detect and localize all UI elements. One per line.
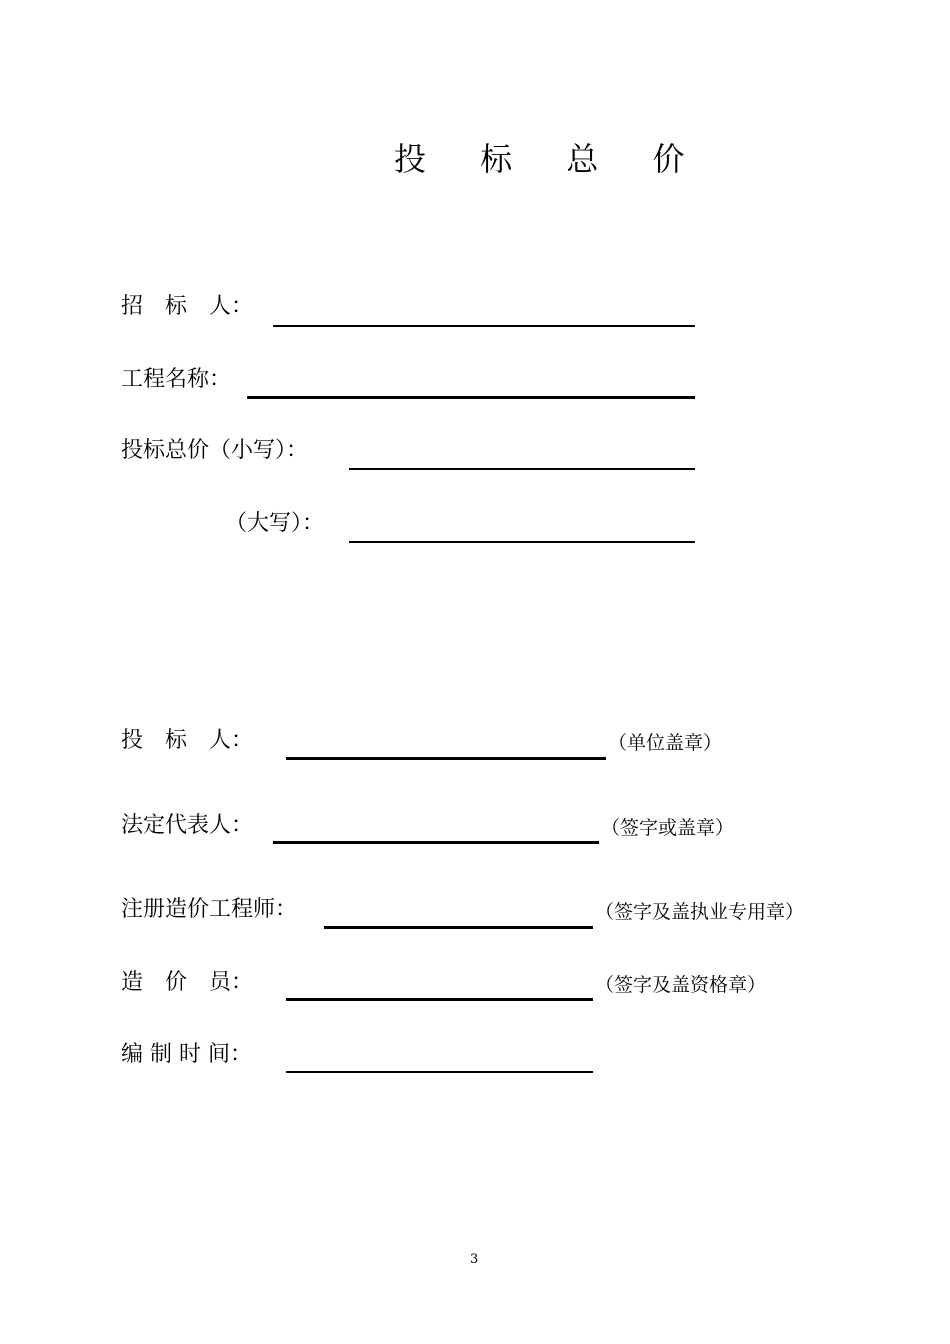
tenderee-field[interactable] (273, 325, 695, 327)
page-title: 投 标 总 价 (394, 140, 707, 178)
date-label: 编 制 时 间： (121, 1042, 252, 1067)
total-upper-field[interactable] (349, 541, 695, 543)
bidder-note: （单位盖章） (608, 732, 723, 754)
cost-engineer-note: （签字及盖执业专用章） (595, 901, 805, 923)
total-lower-label: 投标总价（小写）： (121, 438, 309, 463)
cost-engineer-label: 注册造价工程师： (121, 897, 298, 922)
cost-clerk-field[interactable] (286, 998, 593, 1001)
cost-engineer-field[interactable] (324, 926, 593, 929)
bidder-label: 投 标 人： (121, 728, 254, 753)
cost-clerk-note: （签字及盖资格章） (595, 974, 767, 996)
date-field[interactable] (286, 1071, 593, 1073)
bidder-field[interactable] (286, 757, 606, 760)
project-name-label: 工程名称： (121, 367, 232, 392)
tenderee-label: 招 标 人： (121, 294, 254, 319)
project-name-field[interactable] (247, 396, 695, 399)
total-upper-label: （大写）： (225, 511, 325, 536)
page-number: 3 (470, 1252, 479, 1267)
legal-rep-note: （签字或盖章） (601, 817, 735, 839)
legal-rep-label: 法定代表人： (121, 813, 254, 838)
total-lower-field[interactable] (349, 468, 695, 470)
cost-clerk-label: 造 价 员： (121, 970, 254, 995)
legal-rep-field[interactable] (273, 841, 599, 844)
